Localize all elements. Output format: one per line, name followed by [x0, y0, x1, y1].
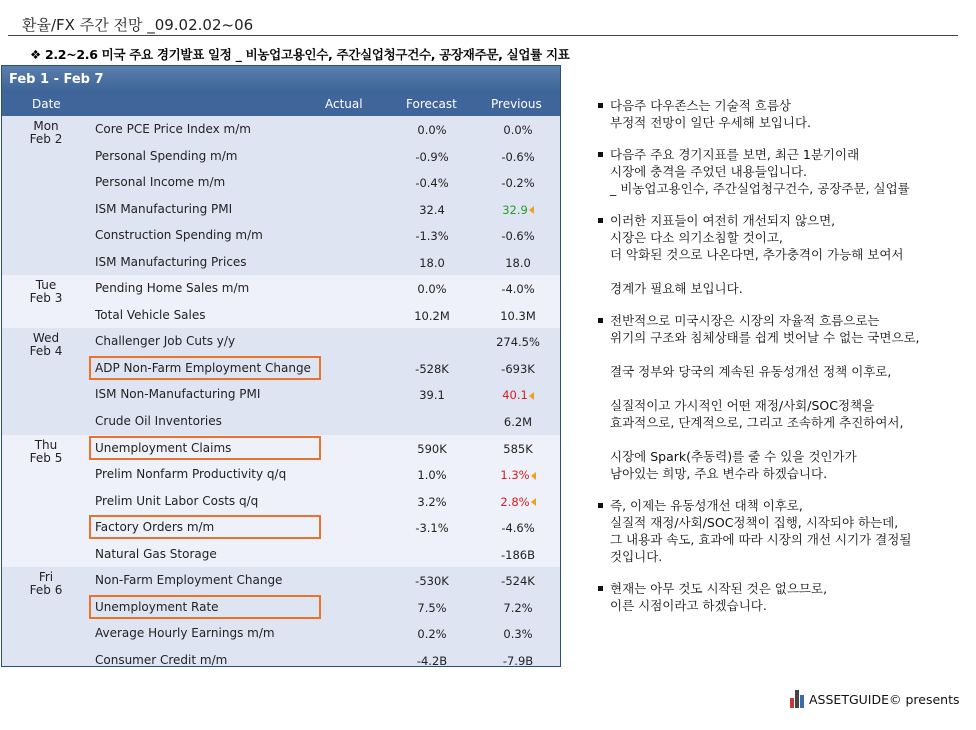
- previous-value: [468, 176, 561, 190]
- previous-text: -693K: [501, 361, 535, 376]
- day-weekday: Mon: [33, 119, 59, 133]
- previous-text: 0.0%: [503, 123, 533, 137]
- day-weekday: Thu: [34, 437, 58, 452]
- previous-text: -524K: [501, 574, 535, 589]
- event-name: ISM Manufacturing Prices: [95, 254, 247, 269]
- forecast-value: 0.0%: [417, 282, 447, 297]
- event-name: Unemployment Claims: [95, 440, 232, 455]
- previous-value: [468, 574, 561, 588]
- forecast-value: 590K: [417, 441, 447, 456]
- previous-value: [468, 388, 561, 402]
- day-date: Feb 4: [29, 344, 63, 359]
- day-weekday: Fri: [38, 570, 54, 585]
- day-date: Feb 3: [29, 291, 63, 306]
- day-group: [2, 116, 560, 275]
- previous-value: [468, 229, 561, 243]
- note-line: 다음주 다우존스는 기술적 흐름상: [610, 98, 791, 113]
- event-row: [2, 594, 560, 621]
- previous-text: 6.2M: [503, 415, 533, 430]
- header-forecast: Forecast: [406, 97, 457, 111]
- economic-calendar: [1, 65, 561, 667]
- note-line: 남아있는 희망, 주요 변수라 하겠습니다.: [610, 466, 828, 481]
- note-item: [598, 97, 970, 131]
- calendar-range: Feb 1 - Feb 7: [2, 66, 560, 93]
- header-actual: Actual: [325, 97, 363, 111]
- event-row: [2, 567, 560, 594]
- event-row: [2, 514, 560, 541]
- event-row: [2, 275, 560, 302]
- forecast-value: -3.1%: [415, 521, 449, 536]
- previous-text: 0.3%: [503, 627, 533, 642]
- event-row: [2, 143, 560, 170]
- note-line: 현재는 아무 것도 시작된 것은 없으므로,: [610, 581, 828, 596]
- previous-text: -0.2%: [501, 176, 535, 191]
- brand-name: ASSETGUIDE: [809, 691, 889, 707]
- bullet-icon: [598, 318, 603, 323]
- forecast-value: 18.0: [419, 255, 445, 270]
- previous-text: 1.3%: [500, 468, 530, 483]
- previous-value: [468, 521, 561, 535]
- forecast-value: -0.4%: [415, 176, 449, 191]
- forecast-value: 10.2M: [414, 308, 450, 323]
- event-name: ADP Non-Farm Employment Change: [95, 360, 311, 375]
- event-name: Personal Income m/m: [95, 175, 226, 190]
- previous-value: [468, 415, 561, 429]
- bullet-icon: [598, 103, 603, 108]
- header-date: Date: [32, 97, 61, 111]
- previous-text: -4.6%: [501, 521, 535, 536]
- forecast-value: -0.9%: [415, 149, 449, 164]
- note-line: 즉, 이제는 유동성개선 대책 이후로,: [610, 498, 803, 513]
- event-row: [2, 647, 560, 667]
- footer-brand: [790, 690, 960, 708]
- commentary: [598, 97, 970, 629]
- event-name: Personal Spending m/m: [95, 148, 238, 163]
- event-name: ISM Non-Manufacturing PMI: [95, 387, 261, 402]
- event-row: [2, 488, 560, 515]
- forecast-value: 7.5%: [417, 600, 447, 615]
- revision-arrow-icon: [529, 392, 534, 400]
- event-row: [2, 328, 560, 355]
- previous-value: [468, 335, 561, 349]
- event-name: Consumer Credit m/m: [95, 652, 228, 667]
- note-item: [598, 146, 970, 197]
- forecast-value: -4.2B: [416, 653, 448, 667]
- event-name: Core PCE Price Index m/m: [95, 122, 251, 136]
- bullet-icon: [598, 152, 603, 157]
- event-row: [2, 222, 560, 249]
- note-line: 시장은 다소 의기소침할 것이고,: [610, 230, 783, 245]
- event-name: Construction Spending m/m: [95, 228, 263, 243]
- brand-suffix: © presents: [889, 691, 960, 707]
- event-name: Factory Orders m/m: [95, 520, 215, 535]
- event-row: [2, 116, 560, 143]
- note-item: [598, 580, 970, 614]
- header-previous: Previous: [491, 97, 542, 111]
- bullet-icon: [598, 503, 603, 508]
- note-item: [598, 212, 970, 297]
- previous-value: [468, 309, 561, 323]
- forecast-value: 0.0%: [417, 123, 447, 137]
- forecast-value: 39.1: [419, 388, 445, 403]
- note-line: 위기의 구조와 침체상태를 쉽게 벗어날 수 없는 국면으로,: [610, 330, 920, 345]
- previous-value: [468, 601, 561, 615]
- note-line: [610, 431, 970, 448]
- day-weekday: Tue: [35, 278, 57, 293]
- revision-arrow-icon: [529, 206, 534, 214]
- previous-value: [468, 282, 561, 296]
- event-name: Prelim Nonfarm Productivity q/q: [95, 467, 287, 482]
- previous-value: [468, 442, 561, 456]
- event-row: [2, 169, 560, 196]
- note-item: [598, 312, 970, 482]
- event-row: [2, 541, 560, 568]
- forecast-value: 32.4: [419, 202, 445, 217]
- previous-text: -0.6%: [501, 229, 535, 244]
- event-name: Total Vehicle Sales: [95, 307, 206, 322]
- note-line: [610, 346, 970, 363]
- forecast-value: 1.0%: [417, 468, 447, 483]
- previous-text: 32.9: [502, 202, 528, 217]
- previous-value: [468, 362, 561, 376]
- column-headers: [2, 93, 560, 116]
- event-name: Crude Oil Inventories: [95, 414, 222, 429]
- previous-value: [468, 654, 561, 667]
- event-name: Natural Gas Storage: [95, 546, 217, 561]
- bullet-icon: [598, 586, 603, 591]
- page-title: 환율/FX 주간 전망 _09.02.02~06: [22, 16, 254, 34]
- day-date: Feb 5: [29, 450, 63, 465]
- event-row: [2, 355, 560, 382]
- previous-value: [468, 627, 561, 641]
- note-line: 이른 시점이라고 하겠습니다.: [610, 598, 767, 613]
- event-row: [2, 435, 560, 462]
- day-date: Feb 2: [29, 132, 63, 146]
- event-name: Non-Farm Employment Change: [95, 573, 283, 588]
- note-line: _ 비농업고용인수, 주간실업청구건수, 공장주문, 실업률: [610, 181, 910, 196]
- day-group: [2, 328, 560, 434]
- title-divider: [8, 35, 958, 36]
- event-row: [2, 302, 560, 329]
- previous-text: 274.5%: [496, 335, 540, 350]
- event-name: Average Hourly Earnings m/m: [95, 626, 275, 641]
- note-line: [610, 380, 970, 397]
- previous-text: 40.1: [502, 388, 528, 403]
- note-line: 실질적 재정/사회/SOC정책이 집행, 시작되야 하는데,: [610, 515, 899, 530]
- note-line: 결국 정부와 당국의 계속된 유동성개선 정책 이후로,: [610, 364, 892, 379]
- previous-value: [468, 495, 561, 509]
- event-name: ISM Manufacturing PMI: [95, 201, 233, 216]
- event-row: [2, 249, 560, 276]
- event-name: Pending Home Sales m/m: [95, 281, 250, 296]
- event-name: Prelim Unit Labor Costs q/q: [95, 493, 259, 508]
- event-row: [2, 381, 560, 408]
- section-heading: ❖ 2.2~2.6 미국 주요 경기발표 일정 _ 비농업고용인수, 주간실업청구건수, 공장재주문, 실업률 지표: [30, 47, 570, 62]
- day-group: [2, 567, 560, 667]
- day-group: [2, 435, 560, 568]
- bullet-icon: [598, 218, 603, 223]
- note-line: 부정적 전망이 일단 우세해 보입니다.: [610, 115, 811, 130]
- previous-value: [468, 123, 561, 137]
- previous-text: 10.3M: [500, 308, 536, 323]
- event-name: Challenger Job Cuts y/y: [95, 334, 236, 349]
- note-line: 더 악화된 것으로 나온다면, 추가충격이 가능해 보여서: [610, 247, 904, 262]
- previous-text: -186B: [501, 547, 535, 562]
- previous-text: 7.2%: [503, 600, 533, 615]
- event-row: [2, 620, 560, 647]
- forecast-value: -528K: [415, 361, 449, 376]
- note-line: 시장에 Spark(추동력)를 줄 수 있을 것인가가: [610, 449, 857, 464]
- note-item: [598, 497, 970, 565]
- note-line: 실질적이고 가시적인 어떤 재정/사회/SOC정책을: [610, 398, 875, 413]
- note-line: 시장에 충격을 주었던 내용들입니다.: [610, 164, 808, 179]
- note-line: [610, 263, 970, 280]
- revision-arrow-icon: [531, 498, 536, 506]
- event-row: [2, 408, 560, 435]
- previous-value: [468, 203, 561, 217]
- day-weekday: Wed: [32, 331, 60, 346]
- previous-value: [468, 468, 561, 482]
- day-date: Feb 6: [29, 583, 63, 598]
- forecast-value: -1.3%: [415, 229, 449, 244]
- assetguide-logo-icon: [790, 690, 806, 708]
- note-line: 그 내용과 속도, 효과에 따라 시장의 개선 시기가 결정될: [610, 532, 912, 547]
- previous-value: [468, 256, 561, 270]
- revision-arrow-icon: [531, 472, 536, 480]
- note-line: 효과적으로, 단계적으로, 그리고 조속하게 추진하여서,: [610, 415, 904, 430]
- previous-text: -4.0%: [501, 282, 535, 297]
- note-line: 이러한 지표들이 여전히 개선되지 않으면,: [610, 213, 836, 228]
- forecast-value: -530K: [415, 574, 449, 589]
- previous-text: -0.6%: [501, 149, 535, 164]
- previous-text: -7.9B: [502, 653, 534, 667]
- note-line: 경계가 필요해 보입니다.: [610, 281, 743, 296]
- event-row: [2, 196, 560, 223]
- note-line: 다음주 주요 경기지표를 보면, 최근 1분기이래: [610, 147, 860, 162]
- event-row: [2, 461, 560, 488]
- previous-text: 2.8%: [500, 494, 530, 509]
- previous-text: 585K: [503, 441, 533, 456]
- previous-value: [468, 548, 561, 562]
- forecast-value: 0.2%: [417, 627, 447, 642]
- forecast-value: 3.2%: [417, 494, 447, 509]
- note-line: 것입니다.: [610, 549, 663, 564]
- note-line: 전반적으로 미국시장은 시장의 자율적 흐름으로는: [610, 313, 880, 328]
- previous-value: [468, 150, 561, 164]
- day-group: [2, 275, 560, 328]
- event-name: Unemployment Rate: [95, 599, 219, 614]
- previous-text: 18.0: [505, 255, 531, 270]
